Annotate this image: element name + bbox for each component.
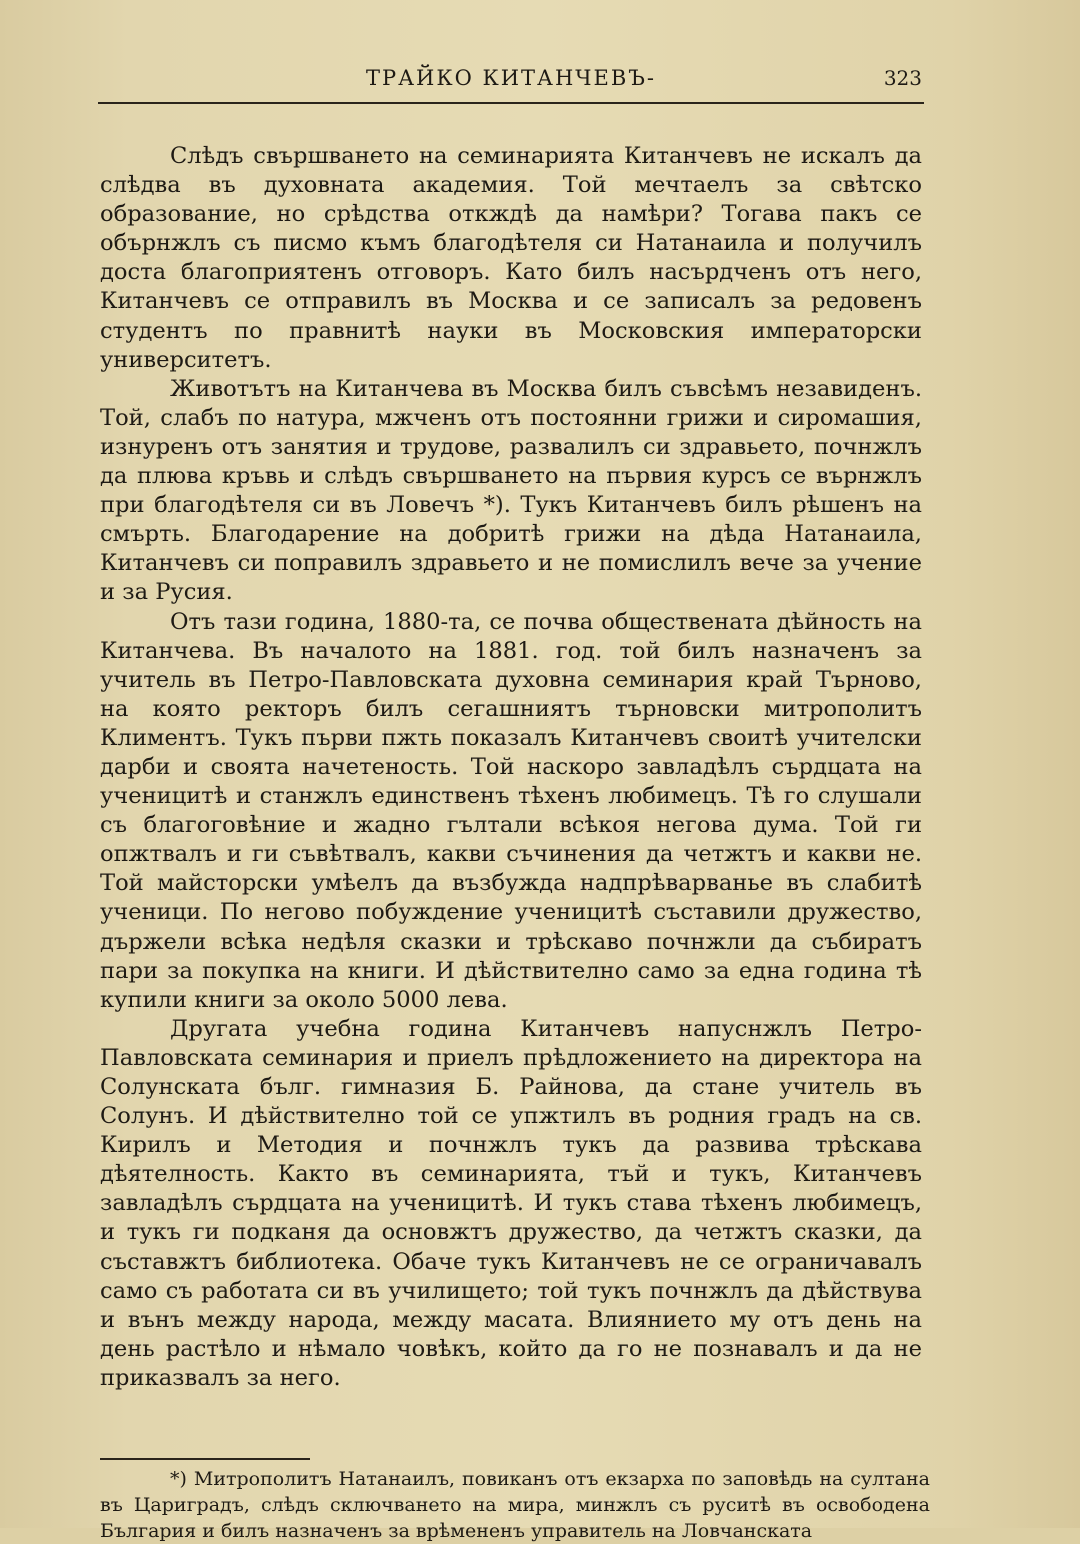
page-number: 323 [883, 66, 922, 90]
paragraph: Отъ тази година, 1880-та, се почва обществената дѣйность на Китанчева. Въ началото на 1881. год. той билъ назначенъ за учитель въ Петро-Павловската духовна семинария край Търново, на която ректоръ билъ сегашниятъ търновски митрополитъ Климентъ. Тукъ първи пжть показалъ Китанчевъ своитѣ учителски дарби и своята начетеность. Той наскоро завладѣлъ сърдцата на ученицитѣ и станжлъ единственъ тѣхенъ любимецъ. Тѣ го слушали съ благоговѣние и жадно гълтали всѣкоя негова дума. Той ги опжтвалъ и ги съвѣтвалъ, какви съчинения да четжтъ и какви не. Той майсторски умѣелъ да възбужда надпрѣварванье въ слабитѣ ученици. По негово побуждение ученицитѣ съставили дружество, държели всѣка недѣля сказки и трѣскаво почнжли да събиратъ пари за покупка на книги. И дѣйствително само за една година тѣ купили книги за около 5000 лева. [100, 608, 922, 1013]
page-header [98, 62, 924, 104]
paragraph: Слѣдъ свършването на семинарията Китанчевъ не искалъ да слѣдва въ духовната академия. Той мечтаелъ за свѣтско образование, но срѣдства откждѣ да намѣри? Тогава пакъ се обърнжлъ съ писмо къмъ благодѣтеля си Натанаила и получилъ доста благоприятенъ отговоръ. Като билъ насърдченъ отъ него, Китанчевъ се отправилъ въ Москва и се записалъ за редовенъ студентъ по правнитѣ науки въ Московския императорски университетъ. [100, 143, 922, 373]
paragraph: Другата учебна година Китанчевъ напуснжлъ Петро-Павловската семинария и приелъ прѣдложението на директора на Солунската бълг. гимназия Б. Райнова, да стане учитель въ Солунъ. И дѣйствително той се упжтилъ въ родния градъ на св. Кирилъ и Методия и почнжлъ тукъ да развива трѣскава дѣятелность. Както въ семинарията, тъй и тукъ, Китанчевъ завладѣлъ сърдцата на ученицитѣ. И тукъ става тѣхенъ любимецъ, и тукъ ги подканя да основжтъ дружество, да четжтъ сказки, да съставжтъ библиотека. Обаче тукъ Китанчевъ не се ограничавалъ само съ работата си въ училището; той тукъ почнжлъ да дѣйствува и вънъ между народа, между масата. Влиянието му отъ день на день растѣло и нѣмало човѣкъ, който да го не познавалъ и да не приказвалъ за него. [100, 1015, 922, 1391]
body-text [100, 142, 922, 1393]
footnote-divider [100, 1458, 310, 1460]
paragraph: Животътъ на Китанчева въ Москва билъ съвсѣмъ незавиденъ. Той, слабъ по натура, мжченъ отъ постоянни грижи и сиромашия, изнуренъ отъ занятия и трудове, развалилъ си здравьето, почнжлъ да плюва кръвь и слѣдъ свършването на първия курсъ се върнжлъ при благодѣтеля си въ Ловечъ *). Тукъ Китанчевъ билъ рѣшенъ на смърть. Благодарение на добритѣ грижи на дѣда Натанаила, Китанчевъ си поправилъ здравьето и не помислилъ вече за учение и за Русия. [100, 375, 922, 606]
running-title: ТРАЙКО КИТАНЧЕВЪ- [365, 66, 657, 90]
footnote: *) Митрополитъ Натанаилъ, повиканъ отъ екзарха по заповѣдь на султана въ Цариградъ, слѣдъ сключването на мира, минжлъ съ руситѣ въ освободена България и билъ назначенъ за врѣмененъ управитель на Ловчанската [100, 1468, 930, 1542]
